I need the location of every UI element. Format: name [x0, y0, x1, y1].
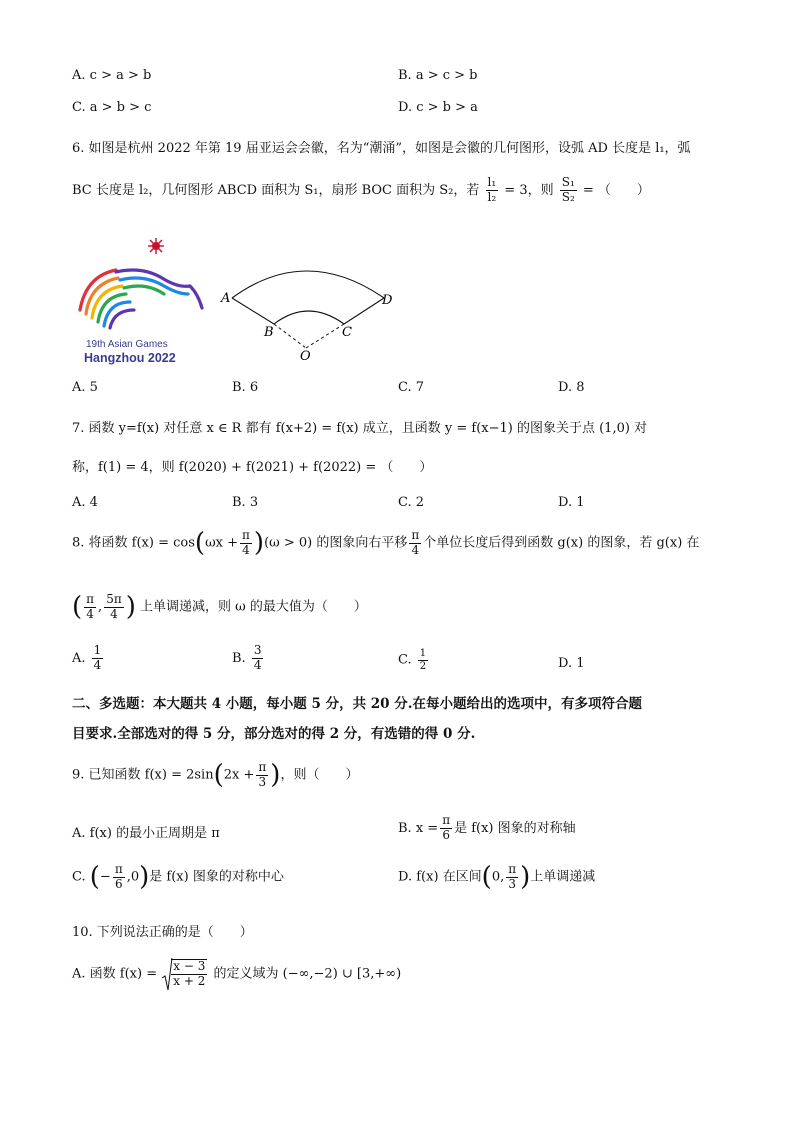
q9-option-d-den: 3 [508, 876, 516, 891]
segment-co [306, 324, 344, 348]
arc-ad [232, 271, 384, 298]
q5-option-b: B. a > c > b [398, 68, 478, 83]
q8-interval-right-num: 5π [106, 591, 122, 606]
q8-interval-close: ) [125, 592, 136, 622]
q10-option-a-suffix: 的定义域为 (−∞,−2) ∪ [3,+∞) [213, 966, 402, 982]
q8-omega-x: ωx + [205, 535, 239, 551]
label-o: O [300, 349, 311, 364]
q8-option-b [232, 644, 265, 673]
segment-ab [232, 298, 274, 324]
q9-option-d-frac [506, 863, 518, 892]
logo-graphic [72, 236, 207, 366]
q9-option-c-paren-open: ( [89, 862, 100, 892]
q6-stem-line1: 6. 如图是杭州 2022 年第 19 届亚运会会徽，名为“潮涌”，如图是会徽的几何图形，设弧 AD 长度是 l₁，弧 [72, 141, 691, 156]
q7-option-b: B. 3 [232, 495, 259, 510]
q10-radicand-num: x − 3 [173, 959, 206, 974]
q9-option-d [398, 862, 595, 892]
segment-dc [344, 298, 384, 324]
q8-pi-over-4-a [240, 529, 252, 558]
fan-svg [218, 256, 408, 366]
q8-stem-line2: ( $\frac{\pi}{4}$ , $\frac{5\pi}{4}$ ) 上单调递减，则 ω 的最大值为（ ） [72, 591, 367, 622]
q6-eq3: = 3，则 [504, 182, 554, 198]
q9-option-b-frac [440, 814, 452, 843]
q6-ratio-l-den: l₂ [487, 189, 497, 204]
q10-option-a [72, 956, 401, 992]
q8-option-a-label: A. [72, 650, 86, 666]
q8-interval-open: ( [72, 592, 83, 622]
q9-option-b-num: π [442, 813, 451, 827]
logo-sun-icon [148, 238, 164, 254]
q9-option-d-num: π [508, 861, 517, 876]
section2-heading-line2: 目要求.全部选对的得 5 分，部分选对的得 2 分，有选错的得 0 分. [72, 726, 476, 742]
q8-four-a: 4 [242, 542, 250, 557]
q8-option-c-label: C. [398, 652, 412, 668]
q9-option-d-paren-close: ) [520, 862, 531, 892]
q9-stem-c: ，则（ ） [280, 767, 359, 783]
q8-option-b-den: 4 [253, 657, 262, 672]
q7-option-a: A. 4 [72, 495, 98, 510]
q8-option-a-num: 1 [93, 643, 102, 657]
q6-ratio-s [560, 176, 577, 205]
q9-option-c-label: C. [72, 869, 86, 885]
arc-bc [274, 311, 344, 324]
q7-option-d: D. 1 [558, 495, 585, 510]
q7-stem-line2: 称，f(1) = 4，则 f(2020) + f(2021) + f(2022) = （ ） [72, 460, 433, 475]
q8-pi-a: π [242, 527, 250, 542]
q9-option-b-prefix: B. x = [398, 820, 439, 836]
q9-option-d-paren-open: ( [481, 862, 492, 892]
q8-option-b-num: 3 [253, 643, 262, 657]
q8-paren-close: ) [253, 528, 265, 558]
q5-option-a: A. c > a > b [72, 68, 152, 83]
q8-stem-c: (ω > 0) 的图象向右平移 [264, 535, 408, 551]
q10-radicand [171, 959, 207, 989]
q8-interval-right [104, 593, 124, 622]
q8-option-a-frac [92, 644, 104, 673]
q9-option-b-suffix: 是 f(x) 图象的对称轴 [454, 820, 576, 836]
q7-stem-line1: 7. 函数 y=f(x) 对任意 x ∈ R 都有 f(x+2) = f(x) 成立，且函数 y = f(x−1) 的图象关于点 (1,0) 对 [72, 421, 648, 436]
logo-line2: Hangzhou 2022 [84, 351, 176, 365]
q5-option-c: C. a > b > c [72, 100, 152, 115]
label-b: B [264, 325, 274, 340]
q9-stem-b: 2x + [223, 767, 255, 783]
section2-heading-line1: 二、多选题：本大题共 4 小题，每小题 5 分，共 20 分.在每小题给出的选项中，有多项符合题 [72, 696, 642, 712]
fan-diagram [218, 256, 408, 366]
q9-option-c-den: 6 [114, 876, 123, 891]
q5-option-d: D. c > b > a [398, 100, 478, 115]
q6-ratio-s-num: S₁ [561, 175, 575, 189]
segment-bo [274, 324, 306, 348]
q9-option-a: A. f(x) 的最小正周期是 π [72, 826, 220, 841]
q6-ratio-s-den: S₂ [561, 189, 575, 204]
q9-pi-over-3-den: 3 [258, 774, 267, 789]
q9-option-d-zero: 0, [491, 869, 505, 885]
q9-option-c-zero: ,0 [126, 869, 140, 885]
q9-option-d-suffix: 上单调递减 [530, 869, 596, 885]
q8-option-c-num: 1 [419, 648, 427, 659]
q6-option-a: A. 5 [72, 380, 98, 395]
q9-option-c [72, 862, 284, 892]
q9-paren-open: ( [213, 760, 224, 790]
q8-interval-right-den: 4 [110, 606, 118, 621]
q9-stem-a: 9. 已知函数 f(x) = 2sin [72, 767, 214, 783]
q10-radicand-den: x + 2 [173, 974, 206, 988]
q8-interval-left-den: 4 [86, 606, 94, 621]
q8-pi-b: π [411, 527, 420, 542]
q8-option-a [72, 644, 105, 673]
q9-option-c-paren-close: ) [139, 862, 150, 892]
q8-interval-left [84, 593, 96, 622]
q6-ratio-l [486, 176, 499, 205]
q8-four-b: 4 [411, 542, 420, 557]
q8-option-d: D. 1 [558, 656, 585, 671]
q6-stem-line2-text: BC 长度是 l₂，几何图形 ABCD 面积为 S₁，扇形 BOC 面积为 S₂，若 [72, 182, 480, 198]
q9-option-c-minus: − [99, 869, 111, 885]
q9-pi-over-3 [256, 761, 268, 790]
q8-option-c [398, 648, 430, 672]
q6-stem-line2 [72, 176, 650, 205]
q6-option-b: B. 6 [232, 380, 259, 395]
q8-stem-line1 [72, 528, 699, 558]
q9-option-d-prefix: D. f(x) 在区间 [398, 869, 482, 885]
q9-option-c-num: π [114, 861, 123, 876]
q8-option-c-frac [418, 648, 428, 672]
q6-tail: = （ ） [582, 182, 650, 198]
logo-line1: 19th Asian Games [86, 339, 168, 350]
q6-option-d: D. 8 [558, 380, 585, 395]
q8-pi-over-4-b [409, 529, 421, 558]
q6-ratio-l-num: l₁ [487, 175, 497, 189]
label-d: D [382, 293, 393, 308]
q10-stem: 10. 下列说法正确的是（ ） [72, 925, 253, 940]
q9-option-c-frac [113, 863, 125, 892]
q9-paren-close: ) [270, 760, 281, 790]
q9-stem [72, 760, 358, 790]
q8-option-b-frac [252, 644, 264, 673]
asian-games-logo [72, 236, 207, 366]
q8-stem-d: 个单位长度后得到函数 g(x) 的图象，若 g(x) 在 [423, 535, 700, 551]
q8-option-b-label: B. [232, 650, 246, 666]
q9-pi-over-3-num: π [258, 759, 267, 774]
q8-stem-line2-text: 上单调递减，则 ω 的最大值为（ ） [140, 599, 367, 615]
q8-stem-a: 8. 将函数 f(x) = cos [72, 535, 195, 551]
q8-paren-open: ( [194, 528, 206, 558]
label-a: A [221, 291, 231, 306]
q7-option-c: C. 2 [398, 495, 425, 510]
q9-option-c-suffix: 是 f(x) 图象的对称中心 [149, 869, 284, 885]
q6-option-c: C. 7 [398, 380, 425, 395]
label-c: C [342, 325, 352, 340]
q8-option-c-den: 2 [419, 660, 427, 672]
q8-interval-left-num: π [86, 591, 95, 606]
q10-option-a-prefix: A. 函数 f(x) = [72, 966, 158, 982]
q8-option-a-den: 4 [93, 657, 102, 672]
q9-option-b-den: 6 [442, 827, 450, 842]
q9-option-b [398, 814, 576, 843]
